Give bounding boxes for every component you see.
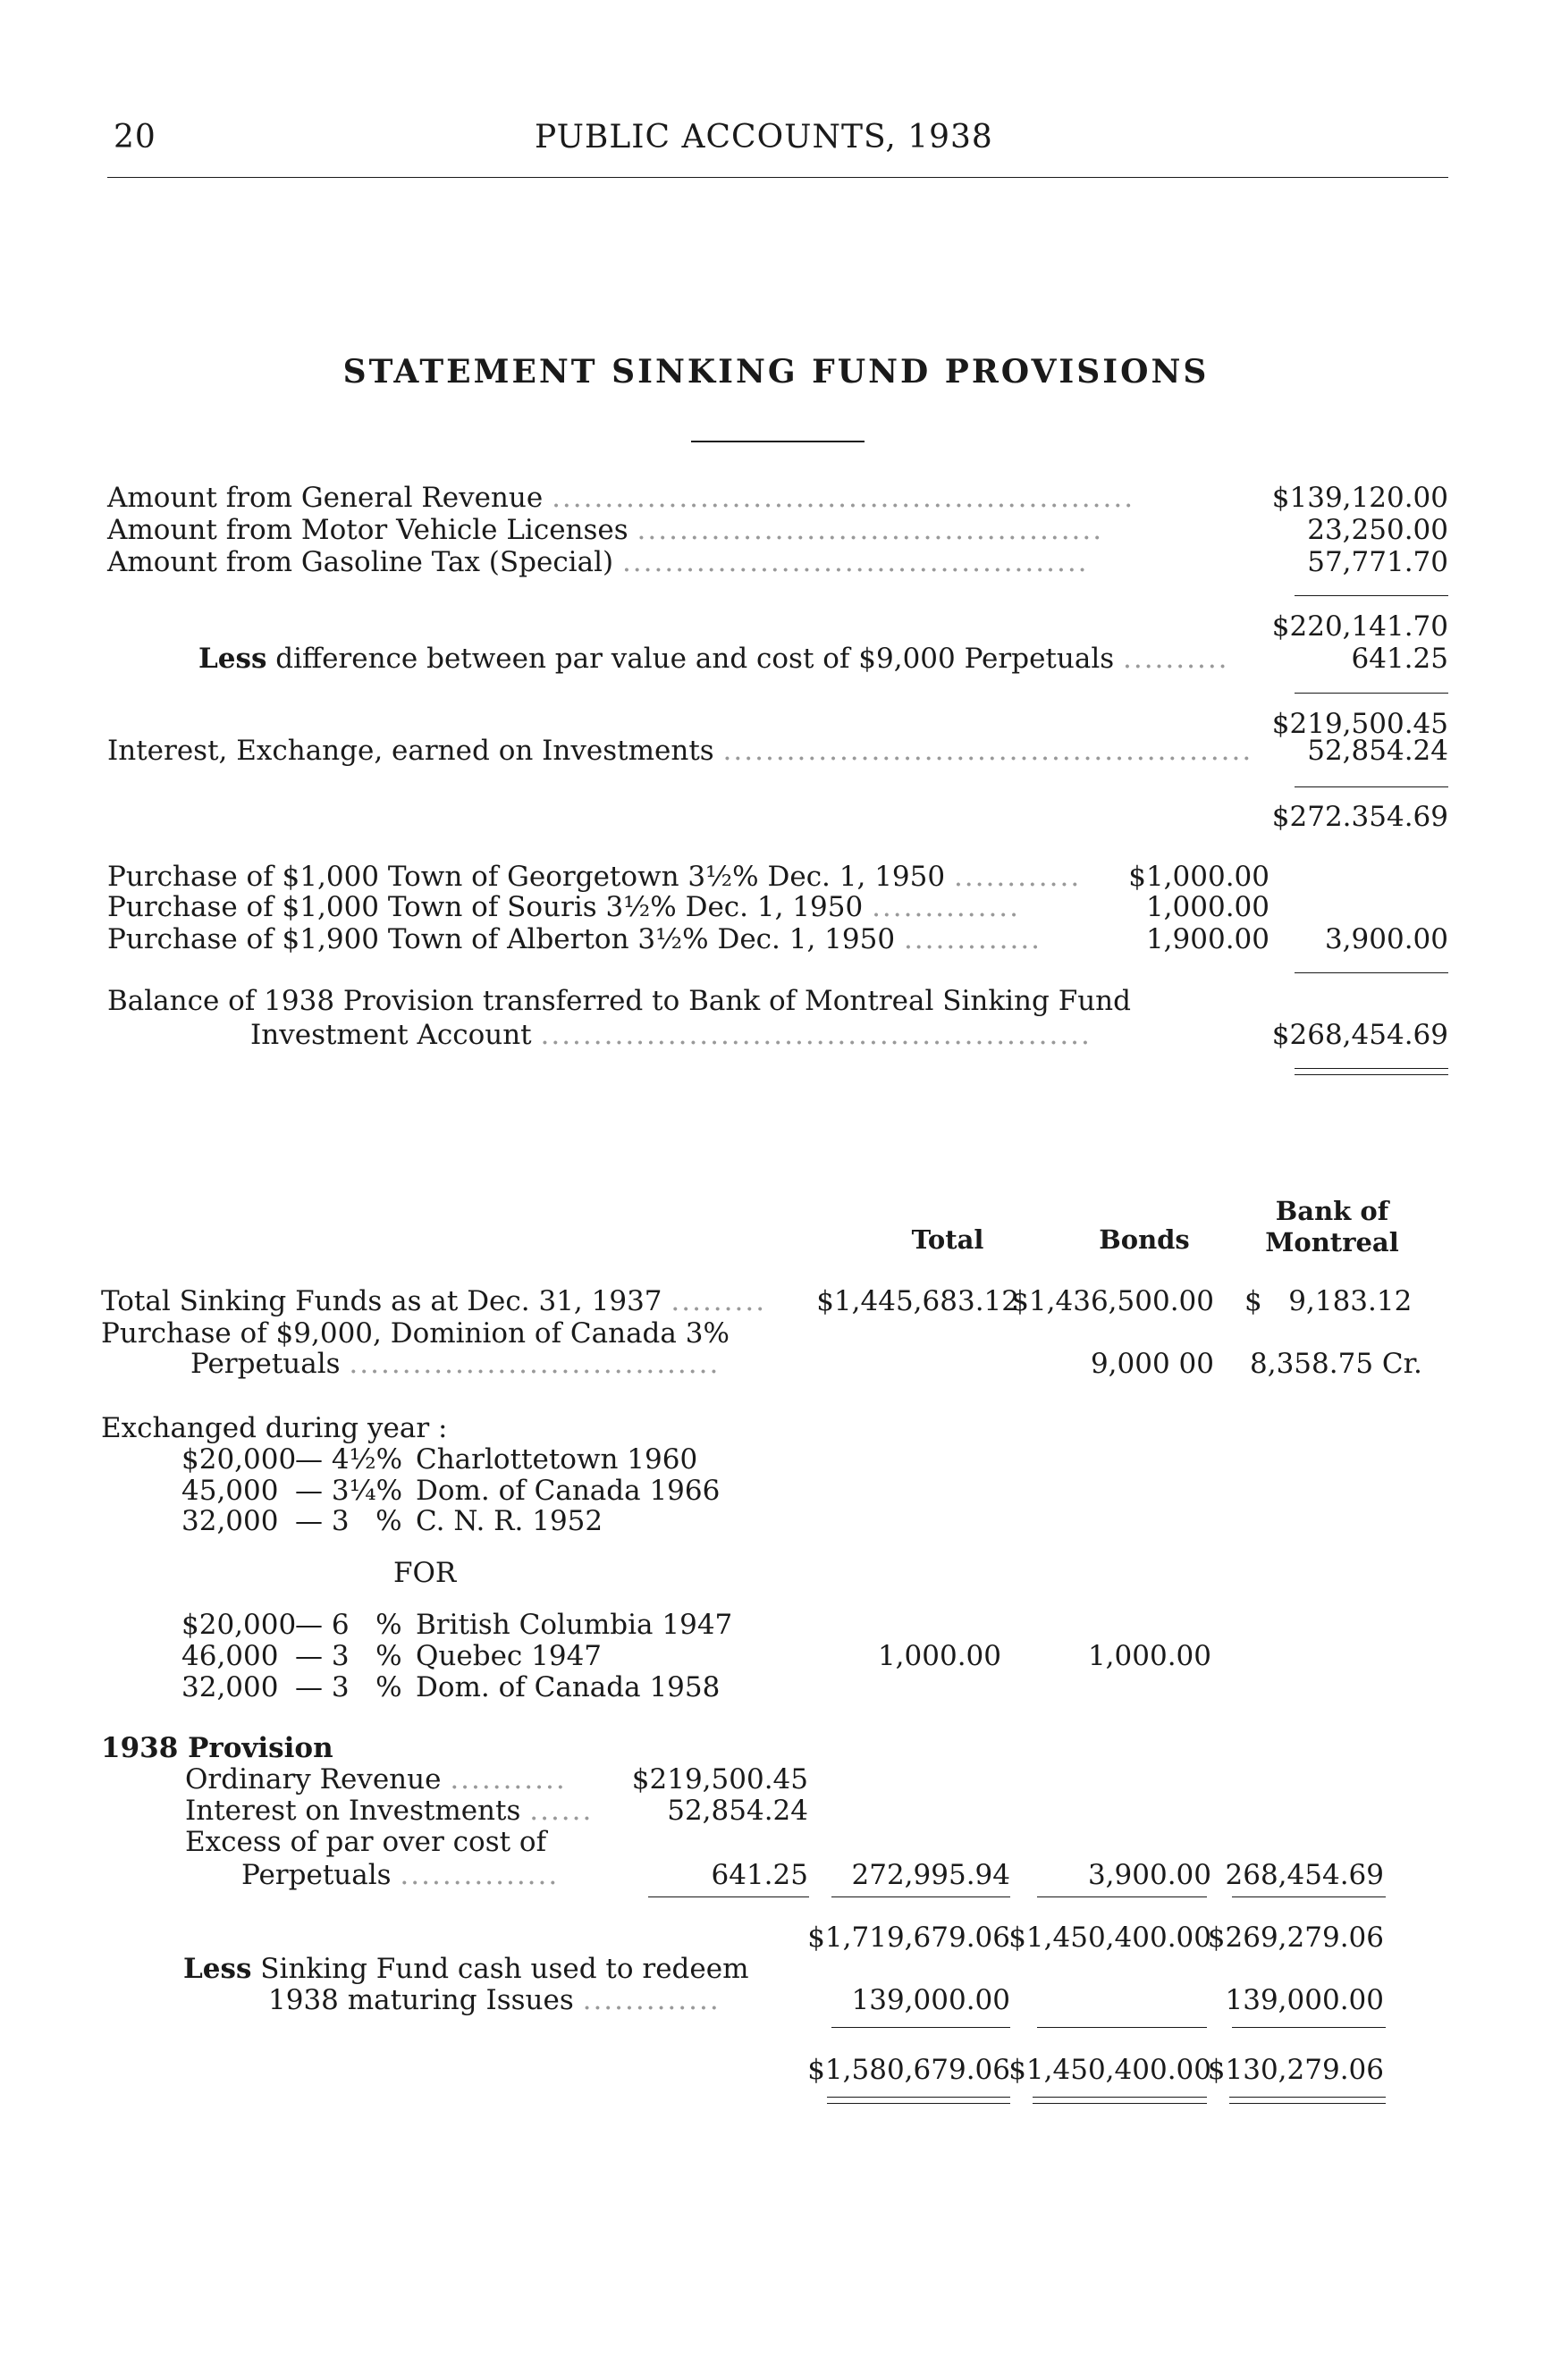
header-rule bbox=[107, 177, 1448, 178]
interest-amount: 52,854.24 bbox=[1307, 735, 1448, 767]
balance-label-line2: Investment Account .................................................... bbox=[250, 1019, 1092, 1051]
ordinary-revenue-label: Ordinary Revenue ........... bbox=[185, 1763, 567, 1796]
for-bonds: 1,000.00 bbox=[1087, 1640, 1211, 1672]
for-total: 1,000.00 bbox=[877, 1640, 1001, 1672]
excess-label-line2: Perpetuals ............... bbox=[241, 1859, 560, 1891]
for-amount: 46,000 bbox=[181, 1640, 279, 1672]
purchase-georgetown-amount: $1,000.00 bbox=[1128, 861, 1269, 893]
purchase-souris-label: Purchase of $1,000 Town of Souris 3½% Dec. 1, 1950 .............. bbox=[107, 891, 1021, 923]
balance-amount: $268,454.69 bbox=[1271, 1019, 1448, 1051]
subtotal-rule bbox=[1295, 595, 1448, 596]
balance-label-line1: Balance of 1938 Provision transferred to Bank of Montreal Sinking Fund bbox=[107, 985, 1131, 1017]
subtotal-rule bbox=[1295, 693, 1448, 694]
purchase-georgetown-label: Purchase of $1,000 Town of Georgetown 3½% Dec. 1, 1950 ............ bbox=[107, 861, 1082, 893]
subtotal-3: $272.354.69 bbox=[1271, 801, 1448, 833]
gasoline-tax-label: Amount from Gasoline Tax (Special) ............................................ bbox=[107, 546, 1089, 578]
total-funds-bonds: $1,436,500.00 bbox=[1011, 1285, 1214, 1317]
ordinary-revenue-amount: $219,500.45 bbox=[631, 1763, 808, 1796]
interest-investments-label: Interest on Investments ...... bbox=[185, 1795, 594, 1827]
purchase-alberton-amount: 1,900.00 bbox=[1145, 923, 1269, 955]
subtotal-total: $1,719,679.06 bbox=[807, 1922, 1010, 1954]
subtotal-1: $220,141.70 bbox=[1271, 610, 1448, 643]
column-rule bbox=[1037, 2027, 1207, 2028]
double-rule bbox=[827, 2097, 1010, 2098]
exchanged-rate: — 3 % bbox=[295, 1505, 402, 1537]
double-rule bbox=[1295, 1074, 1448, 1075]
final-bonds: $1,450,400.00 bbox=[1008, 2054, 1211, 2086]
col-header-bonds: Bonds bbox=[1099, 1224, 1190, 1255]
final-bank: $130,279.06 bbox=[1207, 2054, 1384, 2086]
exchanged-issuer: Charlottetown 1960 bbox=[416, 1443, 698, 1476]
for-label: FOR bbox=[393, 1557, 457, 1589]
for-issuer: Dom. of Canada 1958 bbox=[416, 1671, 721, 1703]
purchase-souris-amount: 1,000.00 bbox=[1145, 891, 1269, 923]
excess-label-line1: Excess of par over cost of bbox=[185, 1826, 547, 1858]
purchase-dominion-label-line1: Purchase of $9,000, Dominion of Canada 3% bbox=[101, 1317, 730, 1350]
for-issuer: Quebec 1947 bbox=[416, 1640, 603, 1672]
subtotal-bonds: $1,450,400.00 bbox=[1008, 1922, 1211, 1954]
total-funds-total: $1,445,683.12 bbox=[816, 1285, 1019, 1317]
double-rule bbox=[827, 2103, 1010, 2104]
exchanged-rate: — 3¼% bbox=[295, 1475, 403, 1507]
for-amount: $20,000 bbox=[181, 1609, 297, 1641]
col-header-total: Total bbox=[911, 1224, 984, 1255]
subtotal-rule bbox=[1295, 972, 1448, 973]
title-rule bbox=[691, 441, 865, 442]
column-rule bbox=[831, 2027, 1010, 2028]
subtotal-2: $219,500.45 bbox=[1271, 708, 1448, 740]
for-rate: — 3 % bbox=[295, 1671, 402, 1703]
total-funds-label: Total Sinking Funds as at Dec. 31, 1937 ......... bbox=[101, 1285, 767, 1317]
double-rule bbox=[1229, 2103, 1386, 2104]
excess-amount: 641.25 bbox=[711, 1859, 808, 1891]
page-number: 20 bbox=[114, 119, 156, 156]
general-revenue-label: Amount from General Revenue ....................................................... bbox=[107, 482, 1135, 514]
less-total: 139,000.00 bbox=[851, 1984, 1010, 2016]
for-rate: — 3 % bbox=[295, 1640, 402, 1672]
exchanged-issuer: Dom. of Canada 1966 bbox=[416, 1475, 721, 1507]
provision-bonds: 3,900.00 bbox=[1087, 1859, 1211, 1891]
column-rule bbox=[1232, 1896, 1386, 1897]
running-title: PUBLIC ACCOUNTS, 1938 bbox=[535, 119, 993, 156]
less-sinking-label-line2: 1938 maturing Issues ............. bbox=[268, 1984, 721, 2016]
for-rate: — 6 % bbox=[295, 1609, 402, 1641]
total-funds-bank: $ 9,183.12 bbox=[1244, 1285, 1413, 1317]
exchanged-amount: 45,000 bbox=[181, 1475, 279, 1507]
less-sinking-label-line1: Less Sinking Fund cash used to redeem bbox=[183, 1953, 749, 1985]
exchanged-rate: — 4½% bbox=[295, 1443, 403, 1476]
less-difference-amount: 641.25 bbox=[1351, 643, 1448, 675]
statement-title: STATEMENT SINKING FUND PROVISIONS bbox=[342, 353, 1210, 391]
provision-bank: 268,454.69 bbox=[1225, 1859, 1384, 1891]
subtotal-rule bbox=[1295, 786, 1448, 787]
column-rule bbox=[1037, 1896, 1207, 1897]
gasoline-tax-amount: 57,771.70 bbox=[1307, 546, 1448, 578]
exchanged-label: Exchanged during year : bbox=[101, 1412, 448, 1444]
less-bank: 139,000.00 bbox=[1225, 1984, 1384, 2016]
exchanged-issuer: C. N. R. 1952 bbox=[416, 1505, 603, 1537]
exchanged-amount: 32,000 bbox=[181, 1505, 279, 1537]
column-rule bbox=[831, 1896, 1010, 1897]
interest-investments-amount: 52,854.24 bbox=[667, 1795, 808, 1827]
purchase-alberton-label: Purchase of $1,900 Town of Alberton 3½% Dec. 1, 1950 ............. bbox=[107, 923, 1042, 955]
motor-vehicle-amount: 23,250.00 bbox=[1307, 514, 1448, 546]
double-rule bbox=[1033, 2103, 1207, 2104]
less-difference-label: Less difference between par value and cost of $9,000 Perpetuals .......... bbox=[198, 643, 1229, 675]
provision-heading: 1938 Provision bbox=[101, 1732, 333, 1764]
double-rule bbox=[1295, 1068, 1448, 1069]
purchases-total: 3,900.00 bbox=[1324, 923, 1448, 955]
motor-vehicle-label: Amount from Motor Vehicle Licenses ............................................ bbox=[107, 514, 1104, 546]
for-amount: 32,000 bbox=[181, 1671, 279, 1703]
double-rule bbox=[1229, 2097, 1386, 2098]
col-header-bank-line2: Montreal bbox=[1265, 1227, 1399, 1257]
provision-total: 272,995.94 bbox=[851, 1859, 1010, 1891]
exchanged-amount: $20,000 bbox=[181, 1443, 297, 1476]
subtotal-bank: $269,279.06 bbox=[1207, 1922, 1384, 1954]
column-rule bbox=[1232, 2027, 1386, 2028]
general-revenue-amount: $139,120.00 bbox=[1271, 482, 1448, 514]
for-issuer: British Columbia 1947 bbox=[416, 1609, 733, 1641]
double-rule bbox=[1033, 2097, 1207, 2098]
purchase-dominion-bank: 8,358.75 Cr. bbox=[1250, 1348, 1422, 1380]
purchase-dominion-bonds: 9,000 00 bbox=[1090, 1348, 1214, 1380]
purchase-dominion-label-line2: Perpetuals ................................... bbox=[190, 1348, 721, 1380]
interest-label: Interest, Exchange, earned on Investments .................................................. bbox=[107, 735, 1253, 767]
column-rule bbox=[648, 1896, 809, 1897]
final-total: $1,580,679.06 bbox=[807, 2054, 1010, 2086]
col-header-bank-line1: Bank of bbox=[1275, 1196, 1389, 1226]
